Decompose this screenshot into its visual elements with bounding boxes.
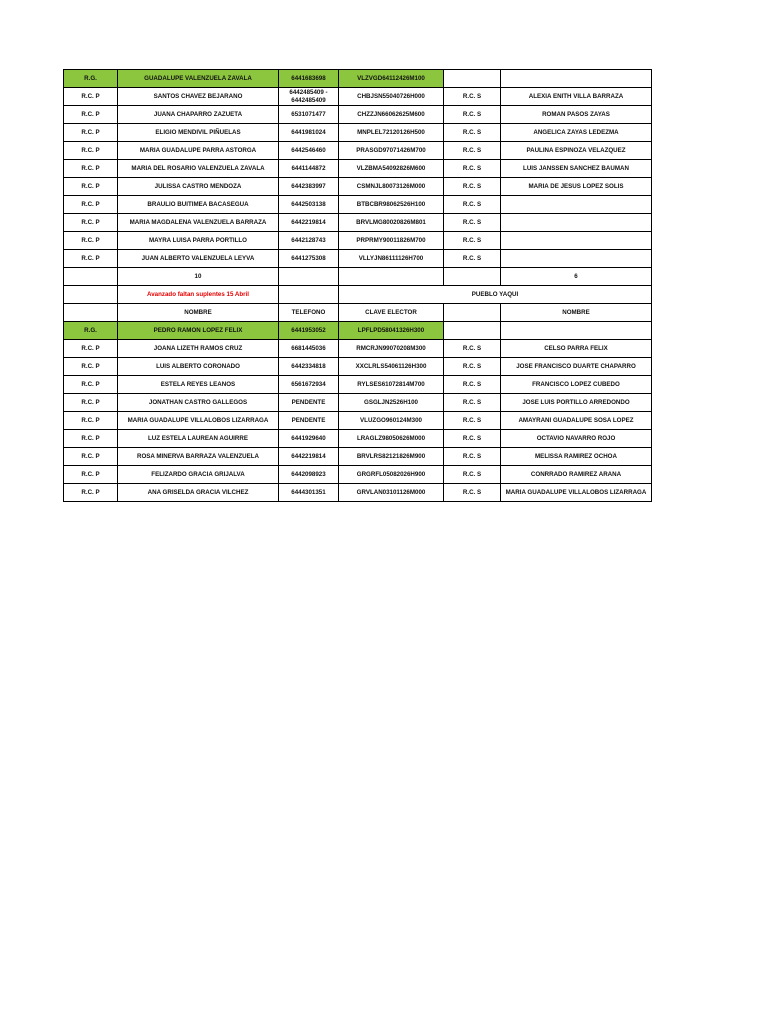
table-row (64, 196, 652, 214)
role2-cell (444, 70, 501, 88)
name2-cell: FRANCISCO LOPEZ CUBEDO (501, 376, 652, 394)
table-row (64, 430, 652, 448)
role-cell: R.C. P (64, 358, 118, 376)
blank-cell (279, 286, 339, 304)
table-row (64, 268, 652, 286)
role-cell: R.C. P (64, 376, 118, 394)
name-cell: MARIA MAGDALENA VALENZUELA BARRAZA (118, 214, 279, 232)
phone-cell: 6441683698 (279, 70, 339, 88)
table-row (64, 286, 652, 304)
name-cell: ROSA MINERVA BARRAZA VALENZUELA (118, 448, 279, 466)
name-cell: ELIGIO MENDIVIL PIÑUELAS (118, 124, 279, 142)
role-cell: R.C. P (64, 124, 118, 142)
clave-cell: RMCRJN99070208M300 (339, 340, 444, 358)
table-row (64, 466, 652, 484)
role-cell: R.G. (64, 70, 118, 88)
clave-cell: VLZBMA54092826M600 (339, 160, 444, 178)
clave-cell: CSMNJL80073126M000 (339, 178, 444, 196)
role-cell: R.C. P (64, 466, 118, 484)
role2-cell: R.C. S (444, 196, 501, 214)
name-cell: JONATHAN CASTRO GALLEGOS (118, 394, 279, 412)
table-body (64, 70, 652, 502)
table-row (64, 484, 652, 502)
role2-cell: R.C. S (444, 394, 501, 412)
phone-cell: 6444301351 (279, 484, 339, 502)
clave-cell: RYLSES61072814M700 (339, 376, 444, 394)
phone-cell: PENDENTE (279, 394, 339, 412)
phone-cell: 6442219814 (279, 448, 339, 466)
name-cell: JOANA LIZETH RAMOS CRUZ (118, 340, 279, 358)
name2-cell: PAULINA ESPINOZA VELAZQUEZ (501, 142, 652, 160)
name2-cell: ALEXIA ENITH VILLA BARRAZA (501, 88, 652, 106)
name-cell: ANA GRISELDA GRACIA VILCHEZ (118, 484, 279, 502)
name2-cell: MARIA GUADALUPE VILLALOBOS LIZARRAGA (501, 484, 652, 502)
role-cell: R.C. P (64, 430, 118, 448)
role2-cell: R.C. S (444, 106, 501, 124)
table-row (64, 322, 652, 340)
role-cell: R.C. P (64, 448, 118, 466)
role-cell: R.C. P (64, 106, 118, 124)
role2-cell: R.C. S (444, 250, 501, 268)
name2-cell: JOSE FRANCISCO DUARTE CHAPARRO (501, 358, 652, 376)
table-row (64, 376, 652, 394)
name2-cell: CELSO PARRA FELIX (501, 340, 652, 358)
name-cell: BRAULIO BUITIMEA BACASEGUA (118, 196, 279, 214)
role2-cell: R.C. S (444, 232, 501, 250)
header-nombre-2: NOMBRE (501, 304, 652, 322)
role-cell: R.C. P (64, 232, 118, 250)
name2-cell (501, 214, 652, 232)
clave-cell: CHZZJN66062625M600 (339, 106, 444, 124)
name-cell: GUADALUPE VALENZUELA ZAVALA (118, 70, 279, 88)
phone-cell: PENDENTE (279, 412, 339, 430)
role2-cell: R.C. S (444, 466, 501, 484)
header-nombre: NOMBRE (118, 304, 279, 322)
name-cell: FELIZARDO GRACIA GRIJALVA (118, 466, 279, 484)
name2-cell (501, 250, 652, 268)
phone-cell: 6441144872 (279, 160, 339, 178)
name2-cell: CONRRADO RAMIREZ ARANA (501, 466, 652, 484)
name2-cell: OCTAVIO NAVARRO ROJO (501, 430, 652, 448)
blank-cell (444, 268, 501, 286)
name2-cell (501, 322, 652, 340)
name2-cell: ANGELICA ZAYAS LEDEZMA (501, 124, 652, 142)
table-row (64, 232, 652, 250)
clave-cell: VLUZGO960124M300 (339, 412, 444, 430)
role2-cell: R.C. S (444, 448, 501, 466)
note-text: Avanzado faltan suplentes 15 Abril (118, 286, 279, 304)
phone-cell: 6442503138 (279, 196, 339, 214)
name-cell: MARIA GUADALUPE PARRA ASTORGA (118, 142, 279, 160)
role-cell: R.C. P (64, 196, 118, 214)
blank-cell (444, 304, 501, 322)
blank-cell (64, 268, 118, 286)
table-row (64, 142, 652, 160)
role-cell: R.C. P (64, 484, 118, 502)
name-cell: MAYRA LUISA PARRA PORTILLO (118, 232, 279, 250)
phone-cell: 6442128743 (279, 232, 339, 250)
clave-cell: PRASGD97071426M700 (339, 142, 444, 160)
role2-cell: R.C. S (444, 178, 501, 196)
table-row (64, 214, 652, 232)
name2-cell: JOSE LUIS PORTILLO ARREDONDO (501, 394, 652, 412)
name-cell: MARIA DEL ROSARIO VALENZUELA ZAVALA (118, 160, 279, 178)
name2-cell (501, 232, 652, 250)
role2-cell: R.C. S (444, 484, 501, 502)
phone-cell: 6681445036 (279, 340, 339, 358)
name-cell: LUZ ESTELA LAUREAN AGUIRRE (118, 430, 279, 448)
clave-cell: GRVLAN03101126M000 (339, 484, 444, 502)
phone-cell: 6561672934 (279, 376, 339, 394)
clave-cell: MNPLEL72120126H500 (339, 124, 444, 142)
clave-cell: PRPRMY90011826M700 (339, 232, 444, 250)
role2-cell: R.C. S (444, 358, 501, 376)
role2-cell: R.C. S (444, 88, 501, 106)
role2-cell: R.C. S (444, 142, 501, 160)
phone-cell: 6441929640 (279, 430, 339, 448)
role2-cell: R.C. S (444, 412, 501, 430)
phone-cell: 6441275308 (279, 250, 339, 268)
representatives-table (63, 69, 652, 502)
role2-cell: R.C. S (444, 340, 501, 358)
role-cell: R.C. P (64, 340, 118, 358)
role-cell: R.C. P (64, 394, 118, 412)
table-row (64, 124, 652, 142)
role-cell: R.C. P (64, 250, 118, 268)
name2-cell (501, 196, 652, 214)
clave-cell: GRGRFL05082026H900 (339, 466, 444, 484)
table-row (64, 304, 652, 322)
clave-cell: GSGLJN2526H100 (339, 394, 444, 412)
clave-cell: XXCLRLS54061126H300 (339, 358, 444, 376)
table-row (64, 160, 652, 178)
role2-cell: R.C. S (444, 124, 501, 142)
clave-cell: LRAGLZ98050626M000 (339, 430, 444, 448)
name-cell: LUIS ALBERTO CORONADO (118, 358, 279, 376)
role-cell: R.C. P (64, 88, 118, 106)
phone-cell: 6441953052 (279, 322, 339, 340)
clave-cell: BRVLMG80020826M801 (339, 214, 444, 232)
name2-cell: ROMAN PASOS ZAYAS (501, 106, 652, 124)
region-label: PUEBLO YAQUI (339, 286, 652, 304)
table-row (64, 70, 652, 88)
table-row (64, 394, 652, 412)
role-cell: R.C. P (64, 214, 118, 232)
role-cell: R.C. P (64, 160, 118, 178)
table-row (64, 358, 652, 376)
name-cell: JULISSA CASTRO MENDOZA (118, 178, 279, 196)
role2-cell (444, 322, 501, 340)
name-cell: MARIA GUADALUPE VILLALOBOS LIZARRAGA (118, 412, 279, 430)
header-telefono: TELEFONO (279, 304, 339, 322)
clave-cell: BTBCBR98062526H100 (339, 196, 444, 214)
role-cell: R.G. (64, 322, 118, 340)
table-row (64, 250, 652, 268)
clave-cell: VLLYJN86111126H700 (339, 250, 444, 268)
name2-cell: MARIA DE JESUS LOPEZ SOLIS (501, 178, 652, 196)
role-cell: R.C. P (64, 178, 118, 196)
blank-cell (279, 268, 339, 286)
name-cell: PEDRO RAMON LOPEZ FELIX (118, 322, 279, 340)
table-row (64, 106, 652, 124)
blank-cell (339, 268, 444, 286)
name-cell: JUAN ALBERTO VALENZUELA LEYVA (118, 250, 279, 268)
role2-cell: R.C. S (444, 430, 501, 448)
phone-cell: 6442485409 - 6442485409 (279, 88, 339, 106)
name2-cell: LUIS JANSSEN SANCHEZ BAUMAN (501, 160, 652, 178)
role2-cell: R.C. S (444, 376, 501, 394)
table-row (64, 412, 652, 430)
clave-cell: LPFLPD58041326H300 (339, 322, 444, 340)
blank-cell (64, 286, 118, 304)
clave-cell: VLZVGD64112426M100 (339, 70, 444, 88)
blank-cell (64, 304, 118, 322)
table-row (64, 340, 652, 358)
name-cell: ESTELA REYES LEANOS (118, 376, 279, 394)
role-cell: R.C. P (64, 412, 118, 430)
table-row (64, 88, 652, 106)
count-right: 6 (501, 268, 652, 286)
name-cell: SANTOS CHAVEZ BEJARANO (118, 88, 279, 106)
phone-cell: 6442334818 (279, 358, 339, 376)
phone-cell: 6442219814 (279, 214, 339, 232)
phone-cell: 6531071477 (279, 106, 339, 124)
clave-cell: BRVLRS82121826M900 (339, 448, 444, 466)
table-row (64, 448, 652, 466)
name-cell: JUANA CHAPARRO ZAZUETA (118, 106, 279, 124)
name2-cell (501, 70, 652, 88)
phone-cell: 6442546460 (279, 142, 339, 160)
name2-cell: AMAYRANI GUADALUPE SOSA LOPEZ (501, 412, 652, 430)
count-left: 10 (118, 268, 279, 286)
header-clave-elector: CLAVE ELECTOR (339, 304, 444, 322)
name2-cell: MELISSA RAMIREZ OCHOA (501, 448, 652, 466)
phone-cell: 6442098923 (279, 466, 339, 484)
role2-cell: R.C. S (444, 160, 501, 178)
role-cell: R.C. P (64, 142, 118, 160)
phone-cell: 6442383997 (279, 178, 339, 196)
phone-cell: 6441981024 (279, 124, 339, 142)
clave-cell: CHBJSN55040726H000 (339, 88, 444, 106)
role2-cell: R.C. S (444, 214, 501, 232)
table-row (64, 178, 652, 196)
